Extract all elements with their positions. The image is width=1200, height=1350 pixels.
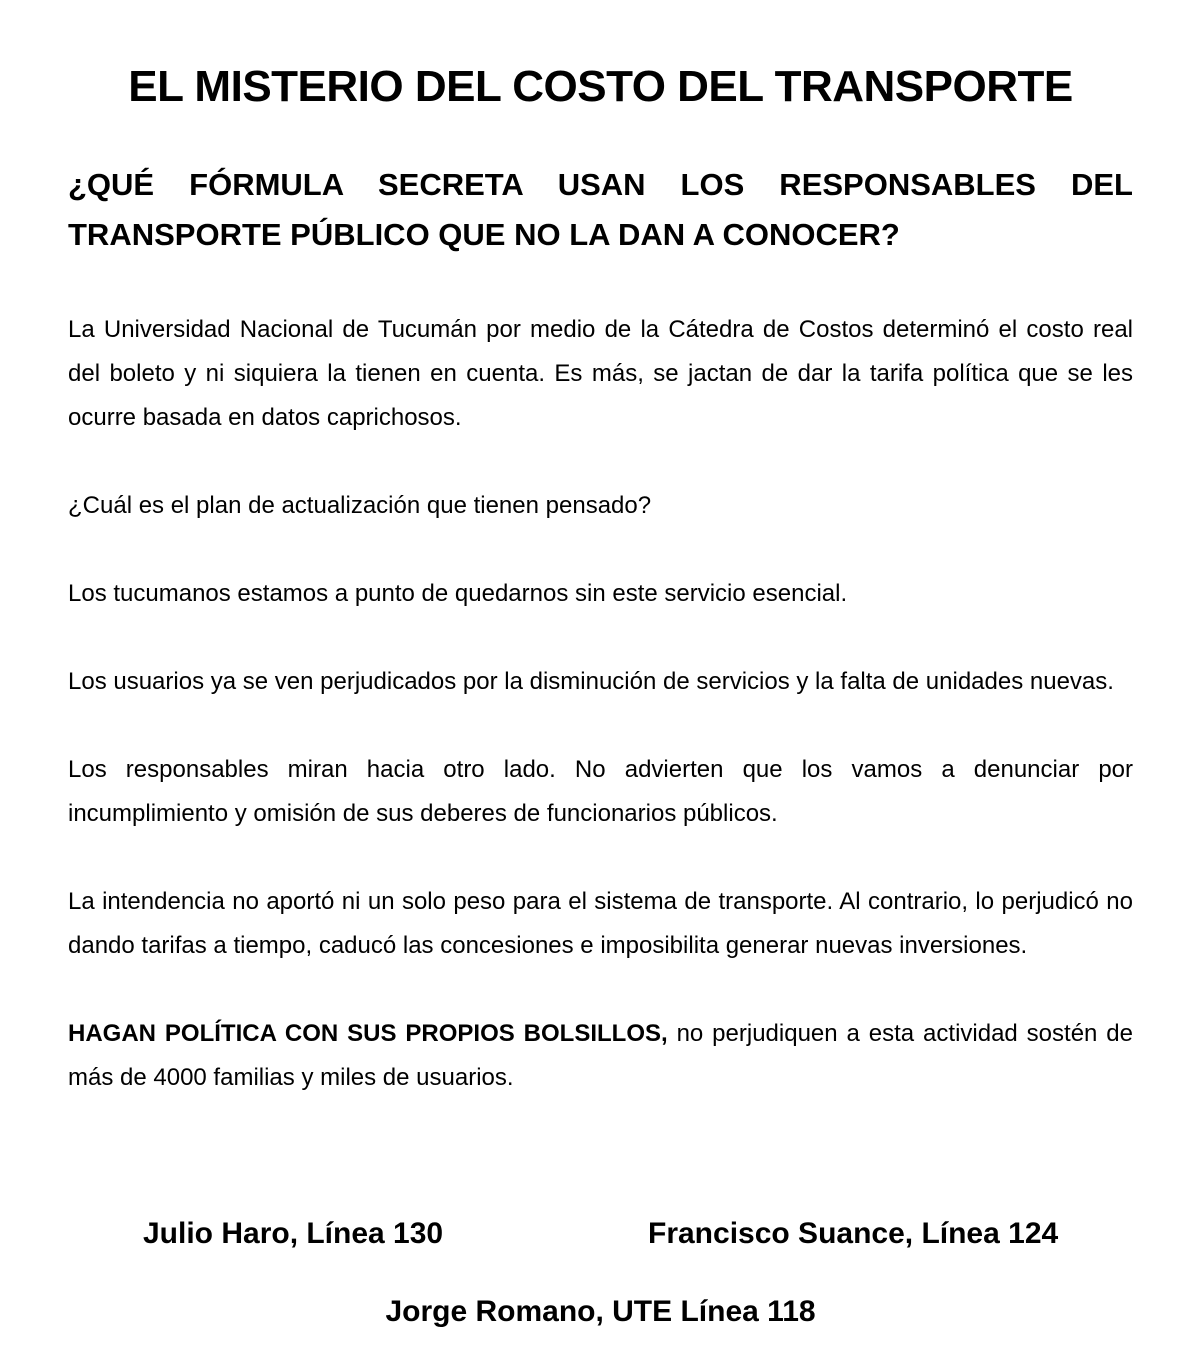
document-subtitle: ¿QUÉ FÓRMULA SECRETA USAN LOS RESPONSABLES DEL TRANSPORTE PÚBLICO QUE NO LA DAN A CONOCER? xyxy=(68,167,1133,252)
paragraph-intendencia: La intendencia no aportó ni un solo peso para el sistema de transporte. Al contrario, lo perjudicó no dando tarifas a tiempo, caducó las concesiones e imposibilita generar nuevas inversiones. xyxy=(68,888,1133,959)
paragraph-tucumanos: Los tucumanos estamos a punto de quedarnos sin este servicio esencial. xyxy=(68,580,848,607)
document-page xyxy=(68,0,1133,1350)
signature-francisco-suance: Francisco Suance, Línea 124 xyxy=(648,1217,1059,1250)
paragraph-responsables: Los responsables miran hacia otro lado. No advierten que los vamos a denunciar por incumplimiento y omisión de sus deberes de funcionarios públicos. xyxy=(68,756,1133,827)
signature-jorge-romano: Jorge Romano, UTE Línea 118 xyxy=(385,1295,816,1328)
paragraph-unt-costos: La Universidad Nacional de Tucumán por medio de la Cátedra de Costos determinó el costo real del boleto y ni siquiera la tienen en cuenta. Es más, se jactan de dar la tarifa política que se les ocurre basada en datos caprichosos. xyxy=(68,316,1133,431)
closing-bold-lead: HAGAN POLÍTICA CON SUS PROPIOS BOLSILLOS, xyxy=(68,1020,668,1047)
signature-julio-haro: Julio Haro, Línea 130 xyxy=(143,1217,444,1250)
paragraph-usuarios: Los usuarios ya se ven perjudicados por la disminución de servicios y la falta de unidades nuevas. xyxy=(68,668,1114,695)
paragraph-plan-question: ¿Cuál es el plan de actualización que tienen pensado? xyxy=(68,492,652,519)
document-body xyxy=(68,308,1133,1144)
document-title: EL MISTERIO DEL COSTO DEL TRANSPORTE xyxy=(128,62,1073,111)
closing-rest: no perjudiquen a esta actividad sostén de más de 4000 familias y miles de usuarios. xyxy=(68,1020,1133,1091)
paragraph-closing xyxy=(68,1012,1133,1100)
